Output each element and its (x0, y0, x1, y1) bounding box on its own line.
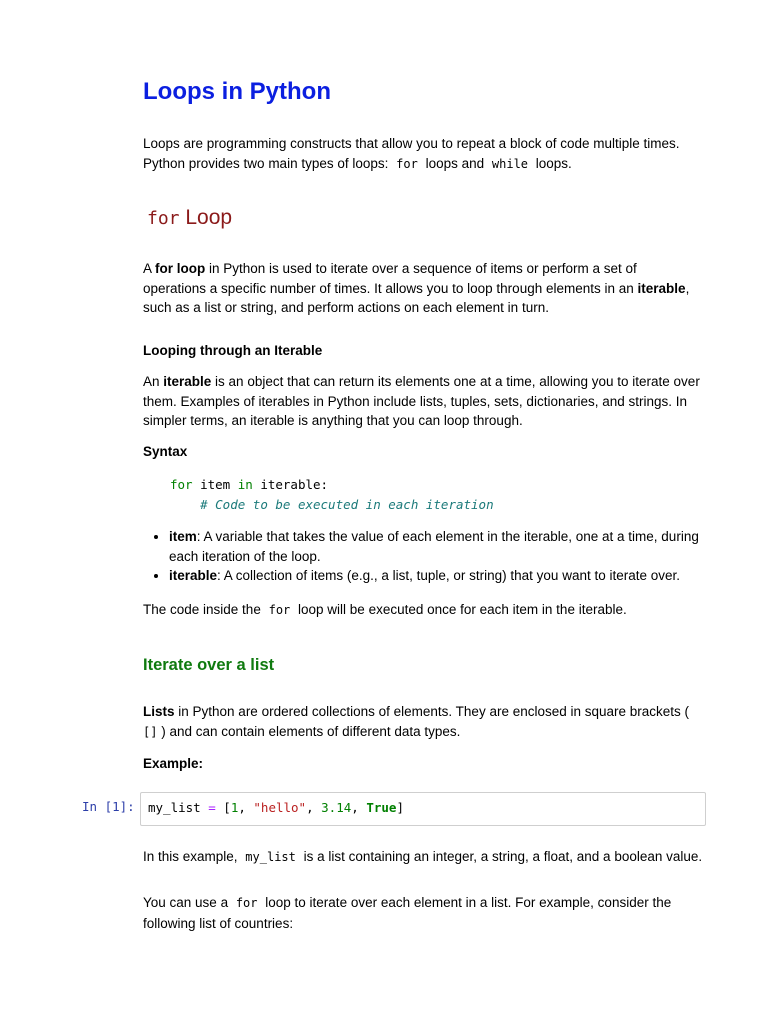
bold-term: Lists (143, 704, 175, 719)
iterable-description (143, 372, 703, 431)
inline-code-for: for (235, 896, 258, 910)
code-token: item (192, 477, 238, 492)
bullet-term: item (169, 529, 197, 544)
inline-code-my-list: my_list (245, 850, 296, 864)
code-operator: = (208, 800, 216, 815)
looping-iterable-heading: Looping through an Iterable (143, 343, 323, 358)
code-number: 3.14 (321, 800, 352, 815)
list-item (169, 566, 729, 586)
intro-paragraph (143, 134, 703, 174)
iterate-list-heading: Iterate over a list (143, 656, 275, 674)
syntax-code-block (170, 475, 494, 515)
inline-code-for: for (268, 603, 291, 617)
text: In this example, (143, 849, 242, 864)
text: An (143, 374, 164, 389)
bold-term: iterable (163, 374, 212, 389)
text: You can use a (143, 895, 232, 910)
bold-term: iterable (637, 280, 686, 296)
text: in Python is used to iterate over a sequence of items or perform a set of operations a specific number of times. It allows you to loop through elements in an (143, 261, 638, 296)
code-comment: # Code to be executed in each iteration (200, 497, 494, 512)
for-loop-description (143, 259, 703, 318)
code-number: 1 (230, 800, 239, 815)
for-loop-note (143, 600, 703, 621)
intro-text: loops and (421, 155, 488, 171)
heading-code-for: for (147, 208, 180, 229)
cell-prompt: In [1]: (82, 799, 135, 814)
text: , such as a list or string, and perform actions on each element in turn. (143, 280, 690, 315)
code-token: , (306, 800, 322, 815)
intro-text: Python provides two main types of loops: (143, 155, 393, 171)
code-token: ] (396, 800, 404, 815)
list-item (169, 527, 729, 566)
syntax-bullet-list (143, 527, 729, 586)
code-token: [ (215, 800, 231, 815)
code-token: , (351, 800, 367, 815)
example-explanation (143, 847, 703, 868)
text: loop will be executed once for each item in the iterable. (294, 602, 627, 617)
intro-line-1: Loops are programming constructs that allow you to repeat a block of code multiple times. (143, 136, 680, 151)
code-cell[interactable] (140, 792, 706, 826)
text: The code inside the (143, 602, 265, 617)
lists-description (143, 702, 703, 742)
text: loop to iterate over each element in a list. For example, consider the following list of countries: (143, 895, 672, 931)
text: is a list containing an integer, a string, a float, and a boolean value. (299, 849, 703, 864)
code-keyword: True (366, 800, 397, 815)
heading-text-loop: Loop (185, 206, 233, 229)
inline-code-for: for (396, 156, 418, 171)
code-token: my_list (148, 800, 209, 815)
bold-term: for loop (155, 261, 206, 276)
text: ) and can contain elements of different data types. (157, 723, 461, 739)
code-token: iterable: (252, 477, 329, 492)
example-label: Example: (143, 756, 204, 771)
intro-text: loops. (532, 155, 572, 171)
bullet-term: iterable (169, 568, 218, 583)
text: A (143, 261, 156, 276)
keyword-in: in (237, 477, 253, 492)
bullet-text: : A collection of items (e.g., a list, tuple, or string) that you want to iterate over. (217, 568, 681, 583)
inline-code-while: while (491, 156, 529, 171)
code-string: "hello" (253, 800, 307, 815)
code-token: , (238, 800, 254, 815)
text: is an object that can return its elements one at a time, allowing you to iterate over them. Examples of iterables in Python include lists, tuples, sets, dictionaries, and strings. In simpler terms, an iterable is anything that you can loop through. (143, 374, 700, 428)
keyword-for: for (170, 477, 193, 492)
syntax-label: Syntax (143, 444, 188, 459)
code-cell-source[interactable] (148, 800, 404, 815)
page-title: Loops in Python (143, 78, 331, 105)
for-list-intro (143, 893, 703, 933)
inline-code-brackets: [] (143, 724, 158, 739)
bullet-text: : A variable that takes the value of each element in the iterable, one at a time, during each iteration of the loop. (169, 529, 699, 564)
for-loop-heading (147, 206, 232, 230)
text: in Python are ordered collections of elements. They are enclosed in square brackets ( (174, 704, 690, 719)
